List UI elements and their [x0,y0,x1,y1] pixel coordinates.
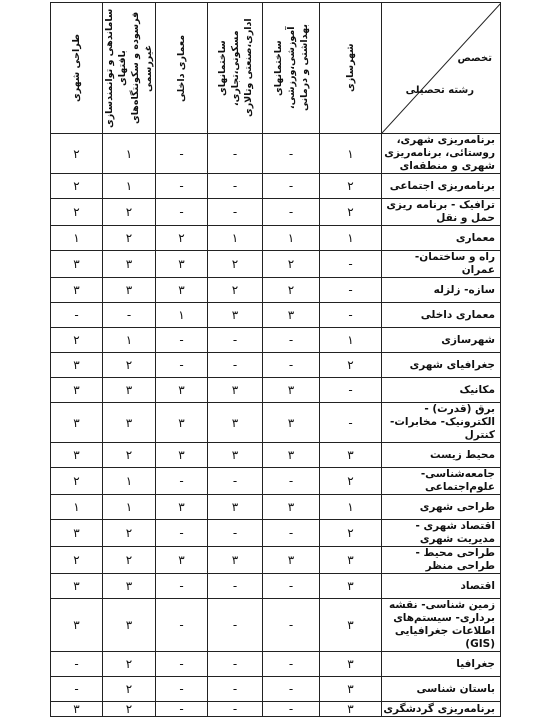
header-row [51,3,501,134]
corner-cell [382,3,501,134]
table-row [51,574,501,599]
column-header-label: طراحی شهری [71,33,82,103]
table-row [51,134,501,174]
field-name-cell: سازه- زلزله [382,278,501,303]
field-name-cell: راه و ساختمان- عمران [382,251,501,278]
column-header [51,3,103,134]
column-header [103,3,156,134]
field-name-cell: طراحی شهری [382,495,501,520]
value-cell: ۲ [320,353,382,378]
value-cell: - [51,303,103,328]
table-row [51,303,501,328]
value-cell: ۲ [103,353,156,378]
value-cell: ۳ [263,547,320,574]
column-header-label: شهرسازی [345,43,356,93]
column-header [208,3,263,134]
value-cell: - [156,677,208,702]
value-cell: - [208,468,263,495]
value-cell: ۳ [208,378,263,403]
value-cell: ۳ [103,599,156,652]
value-cell: ۲ [320,520,382,547]
value-cell: ۳ [208,495,263,520]
table-row [51,495,501,520]
table-row [51,378,501,403]
value-cell: ۳ [51,443,103,468]
value-cell: ۳ [156,378,208,403]
value-cell: - [51,652,103,677]
value-cell: ۱ [208,226,263,251]
value-cell: - [103,303,156,328]
table-row [51,226,501,251]
table-row [51,677,501,702]
value-cell: ۲ [103,199,156,226]
value-cell: ۱ [103,468,156,495]
value-cell: ۲ [103,677,156,702]
table-row [51,520,501,547]
value-cell: ۳ [51,403,103,443]
value-cell: ۲ [156,226,208,251]
table-row [51,328,501,353]
value-cell: ۲ [103,226,156,251]
table-row [51,599,501,652]
field-name-cell: اقتصاد [382,574,501,599]
value-cell: ۲ [103,443,156,468]
value-cell: ۲ [208,278,263,303]
value-cell: ۱ [320,134,382,174]
value-cell: ۳ [103,278,156,303]
value-cell: - [208,652,263,677]
table-row [51,702,501,717]
field-name-cell: اقتصاد شهری - مدیریت شهری [382,520,501,547]
value-cell: ۳ [51,278,103,303]
value-cell: ۳ [51,574,103,599]
value-cell: ۲ [51,547,103,574]
value-cell: ۳ [103,403,156,443]
value-cell: - [208,134,263,174]
field-name-cell: برنامه‌ریزی شهری، روستائی، برنامه‌ریزی شهری و منطقه‌ای [382,134,501,174]
value-cell: - [208,702,263,717]
value-cell: ۳ [263,403,320,443]
value-cell: - [156,574,208,599]
table-body [51,3,501,717]
value-cell: ۳ [51,702,103,717]
table-row [51,353,501,378]
value-cell: ۲ [51,328,103,353]
value-cell: ۲ [320,468,382,495]
value-cell: ۱ [103,328,156,353]
value-cell: - [263,574,320,599]
value-cell: ۲ [263,251,320,278]
value-cell: ۳ [208,303,263,328]
value-cell: - [263,174,320,199]
value-cell: - [51,677,103,702]
value-cell: ۳ [320,443,382,468]
value-cell: ۲ [51,468,103,495]
value-cell: - [156,328,208,353]
value-cell: ۳ [51,599,103,652]
table-row [51,199,501,226]
field-name-cell: باستان شناسی [382,677,501,702]
value-cell: ۲ [320,199,382,226]
value-cell: - [263,199,320,226]
value-cell: - [156,520,208,547]
value-cell: - [208,520,263,547]
value-cell: - [263,520,320,547]
value-cell: ۲ [320,174,382,199]
table-row [51,468,501,495]
field-name-cell: برنامه‌ریزی گردشگری [382,702,501,717]
field-name-cell: محیط زیست [382,443,501,468]
value-cell: - [156,702,208,717]
value-cell: ۲ [51,174,103,199]
value-cell: - [156,174,208,199]
specialty-table [50,2,501,717]
column-header-label: ساختمانهای مسکونی،تجاری، اداری،صنعتی وتالاری [216,18,254,118]
value-cell: ۱ [103,174,156,199]
value-cell: ۲ [103,652,156,677]
table-row [51,443,501,468]
column-header-label: ساختمانهای آموزشی،ورزشی، بهداشتی و درمانی [272,24,310,112]
value-cell: - [156,468,208,495]
value-cell: ۳ [208,443,263,468]
value-cell: - [156,199,208,226]
table-row [51,174,501,199]
value-cell: ۳ [320,599,382,652]
value-cell: ۳ [156,547,208,574]
corner-label-field: رشته تحصیلی [405,85,474,96]
value-cell: ۳ [51,353,103,378]
value-cell: ۳ [263,495,320,520]
value-cell: ۳ [320,652,382,677]
value-cell: ۱ [320,328,382,353]
value-cell: ۱ [320,495,382,520]
value-cell: - [156,599,208,652]
table-row [51,278,501,303]
field-name-cell: برق (قدرت) - الکترونیک- مخابرات- کنترل [382,403,501,443]
value-cell: ۲ [208,251,263,278]
value-cell: - [208,677,263,702]
value-cell: - [156,353,208,378]
value-cell: - [263,353,320,378]
value-cell: - [208,599,263,652]
value-cell: - [320,278,382,303]
value-cell: ۳ [103,574,156,599]
value-cell: ۳ [320,702,382,717]
value-cell: ۳ [156,278,208,303]
table-row [51,652,501,677]
value-cell: ۳ [51,520,103,547]
value-cell: - [263,328,320,353]
value-cell: ۳ [208,403,263,443]
value-cell: ۲ [51,134,103,174]
column-header [263,3,320,134]
field-name-cell: ترافیک - برنامه ریزی حمل و نقل [382,199,501,226]
value-cell: ۳ [51,251,103,278]
value-cell: ۳ [320,677,382,702]
value-cell: - [208,574,263,599]
value-cell: - [208,328,263,353]
value-cell: ۲ [263,278,320,303]
field-name-cell: زمین شناسی- نقشه برداری- سیستم‌های اطلاعات جغرافیایی (GIS) [382,599,501,652]
value-cell: ۱ [103,134,156,174]
value-cell: - [156,134,208,174]
corner-label-specialty: تخصص [457,53,492,64]
value-cell: ۳ [208,547,263,574]
value-cell: ۱ [51,495,103,520]
value-cell: - [263,652,320,677]
value-cell: ۳ [320,574,382,599]
value-cell: - [263,702,320,717]
value-cell: - [320,303,382,328]
value-cell: ۳ [156,403,208,443]
value-cell: ۱ [51,226,103,251]
field-name-cell: جغرافیا [382,652,501,677]
value-cell: ۱ [320,226,382,251]
value-cell: ۳ [156,495,208,520]
value-cell: ۳ [263,303,320,328]
value-cell: - [208,353,263,378]
column-header [156,3,208,134]
value-cell: ۲ [51,199,103,226]
value-cell: ۱ [263,226,320,251]
value-cell: ۳ [263,378,320,403]
field-name-cell: شهرسازی [382,328,501,353]
value-cell: ۳ [51,378,103,403]
value-cell: ۳ [263,443,320,468]
field-name-cell: مکانیک [382,378,501,403]
column-header-label: معماری داخلی [176,34,187,102]
value-cell: - [320,251,382,278]
value-cell: ۳ [156,443,208,468]
value-cell: ۲ [103,520,156,547]
value-cell: ۲ [103,547,156,574]
field-name-cell: جغرافیای شهری [382,353,501,378]
value-cell: - [263,599,320,652]
diagonal-line [382,3,501,133]
column-header-label: ساماندهی و توانمندسازی بافتهای فرسوده و سکونتگاه‌های غیررسمی [104,8,154,128]
value-cell: ۱ [103,495,156,520]
value-cell: - [263,468,320,495]
field-name-cell: معماری داخلی [382,303,501,328]
value-cell: ۳ [156,251,208,278]
value-cell: ۳ [103,378,156,403]
value-cell: - [208,199,263,226]
value-cell: - [263,677,320,702]
value-cell: - [208,174,263,199]
value-cell: - [263,134,320,174]
table-row [51,251,501,278]
column-header [320,3,382,134]
value-cell: ۲ [103,702,156,717]
table-row [51,403,501,443]
value-cell: ۳ [103,251,156,278]
field-name-cell: جامعه‌شناسی- علوم‌اجتماعی [382,468,501,495]
value-cell: - [320,403,382,443]
value-cell: ۳ [320,547,382,574]
field-name-cell: طراحی محیط - طراحی منظر [382,547,501,574]
field-name-cell: معماری [382,226,501,251]
field-name-cell: برنامه‌ریزی اجتماعی [382,174,501,199]
value-cell: ۱ [156,303,208,328]
value-cell: - [320,378,382,403]
value-cell: - [156,652,208,677]
table-row [51,547,501,574]
